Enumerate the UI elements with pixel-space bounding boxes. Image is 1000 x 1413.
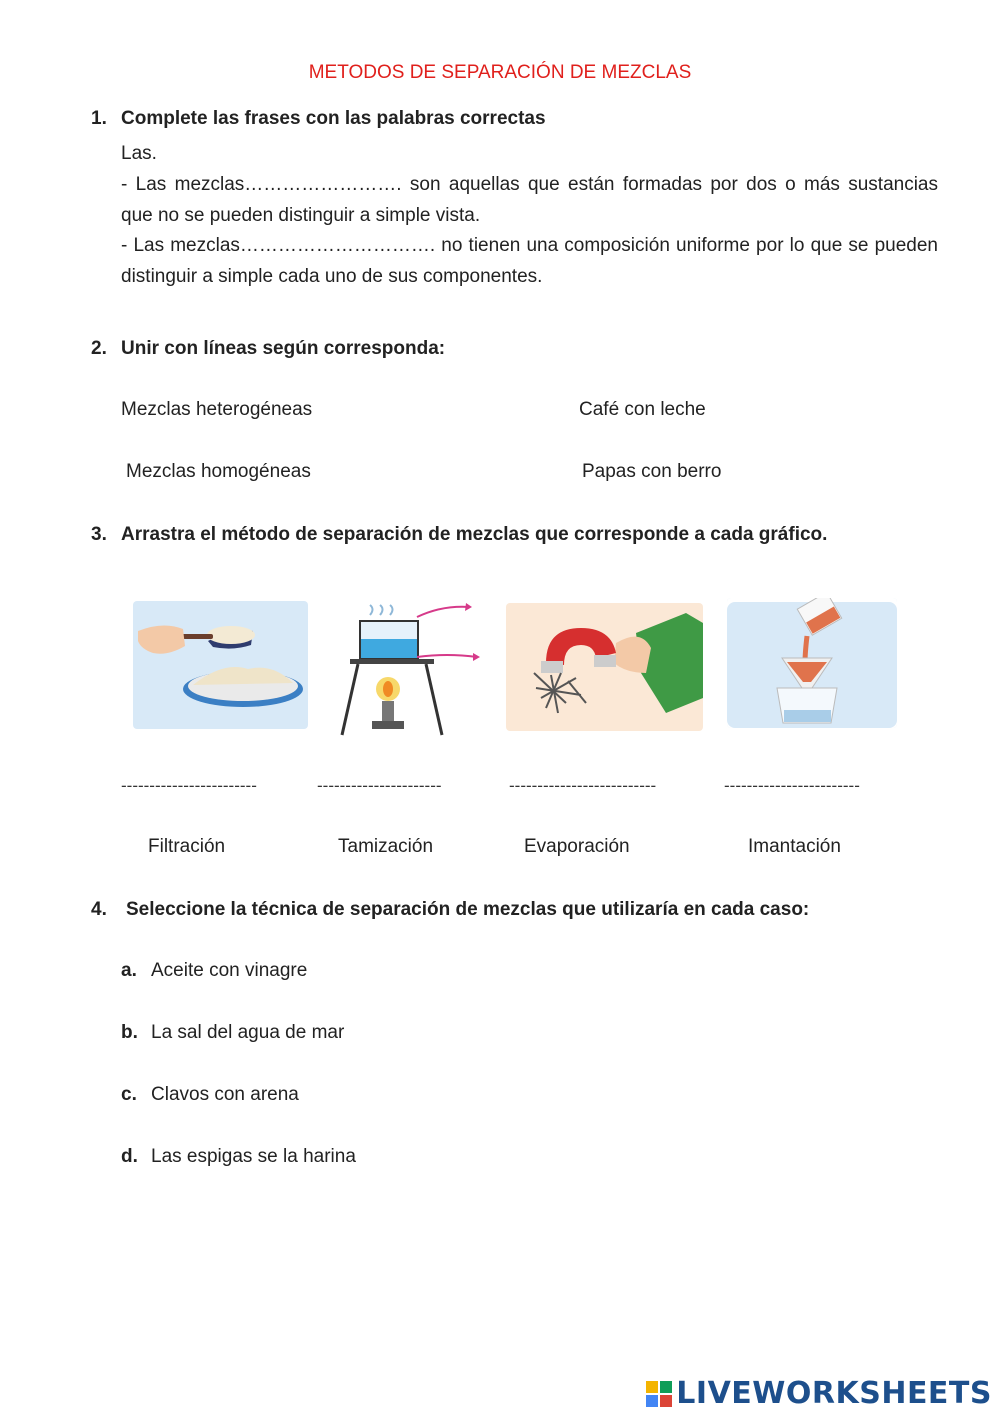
image-magnet bbox=[506, 603, 703, 731]
answer-blank-1[interactable]: ------------------------ bbox=[121, 776, 257, 795]
question-1-heading: Complete las frases con las palabras correctas bbox=[121, 108, 546, 129]
option-tamizacion[interactable]: Tamización bbox=[338, 836, 434, 857]
item-d-letter: d. bbox=[121, 1146, 138, 1167]
image-filtration bbox=[727, 598, 897, 728]
liveworksheets-brand bbox=[646, 1376, 992, 1411]
image-sieving bbox=[133, 601, 308, 729]
match-left-homogeneas[interactable]: Mezclas homogéneas bbox=[126, 461, 311, 482]
item-a-letter: a. bbox=[121, 960, 137, 981]
question-2-number: 2. bbox=[91, 338, 107, 359]
answer-blank-4[interactable]: ------------------------ bbox=[724, 776, 860, 795]
question-3-number: 3. bbox=[91, 524, 107, 545]
match-right-papas[interactable]: Papas con berro bbox=[582, 461, 722, 482]
question-3-heading: Arrastra el método de separación de mezclas que corresponde a cada gráfico. bbox=[121, 524, 828, 545]
question-1-sentence-2: - Las mezclas…………………………. no tienen una composición uniforme por lo que se pueden distinguir a simple cada uno de sus componentes. bbox=[121, 235, 938, 287]
option-evaporacion[interactable]: Evaporación bbox=[524, 836, 630, 857]
question-1-number: 1. bbox=[91, 108, 107, 129]
item-b-letter: b. bbox=[121, 1022, 138, 1043]
answer-blank-3[interactable]: -------------------------- bbox=[509, 776, 657, 795]
match-right-cafe[interactable]: Café con leche bbox=[579, 399, 706, 420]
option-filtracion[interactable]: Filtración bbox=[148, 836, 226, 857]
item-c-text: Clavos con arena bbox=[151, 1084, 299, 1105]
liveworksheets-wordmark: LIVEWORKSHEETS bbox=[676, 1376, 992, 1411]
liveworksheets-logo-icon bbox=[646, 1381, 672, 1407]
item-a-text: Aceite con vinagre bbox=[151, 960, 308, 981]
item-c-letter: c. bbox=[121, 1084, 137, 1105]
image-evaporation bbox=[322, 603, 482, 738]
question-4-number: 4. bbox=[91, 899, 107, 920]
item-d-text: Las espigas se la harina bbox=[151, 1146, 356, 1167]
page-title: METODOS DE SEPARACIÓN DE MEZCLAS bbox=[308, 62, 692, 83]
option-imantacion[interactable]: Imantación bbox=[748, 836, 841, 857]
question-4-heading: Seleccione la técnica de separación de mezclas que utilizaría en cada caso: bbox=[126, 899, 810, 920]
match-left-heterogeneas[interactable]: Mezclas heterogéneas bbox=[121, 399, 313, 420]
question-1-line-0: Las. bbox=[121, 143, 157, 164]
question-2-heading: Unir con líneas según corresponda: bbox=[121, 338, 446, 359]
item-b-text: La sal del agua de mar bbox=[151, 1022, 345, 1043]
answer-blank-2[interactable]: ---------------------- bbox=[317, 776, 442, 795]
question-1-sentence-1: - Las mezclas……………………. son aquellas que están formadas por dos o más sustancias que no se pueden distinguir a simple vista. bbox=[121, 174, 938, 226]
